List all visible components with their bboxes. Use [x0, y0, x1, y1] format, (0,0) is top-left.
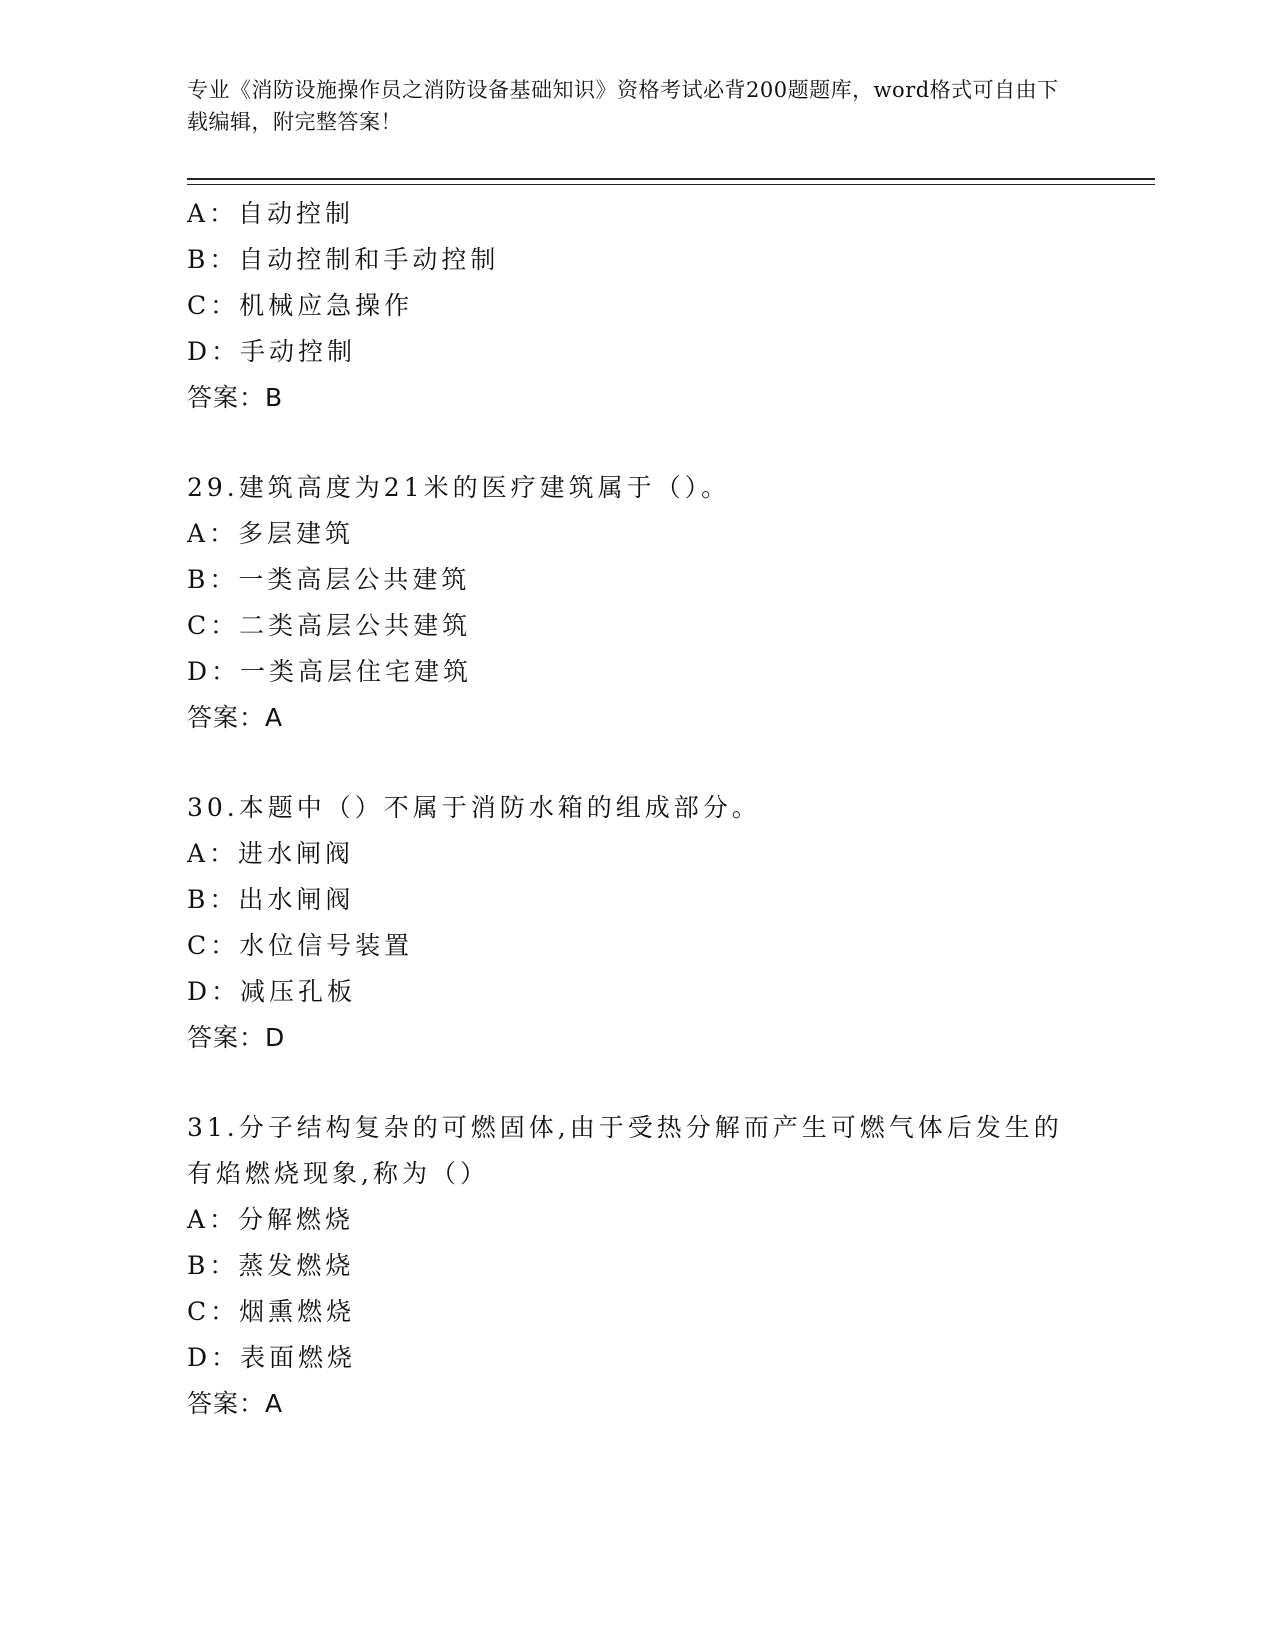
option-c: C：烟熏燃烧 — [187, 1297, 356, 1326]
option-c: C：水位信号装置 — [187, 931, 414, 960]
question-stem-line-1: 31.分子结构复杂的可燃固体,由于受热分解而产生可燃气体后发生的 — [187, 1113, 1063, 1142]
option-b: B：一类高层公共建筑 — [187, 565, 471, 594]
option-d: D：一类高层住宅建筑 — [187, 657, 473, 686]
answer: 答案：A — [187, 703, 284, 732]
question-stem-line-2: 有焰燃烧现象,称为（） — [187, 1159, 489, 1188]
question-stem: 29.建筑高度为21米的医疗建筑属于（）。 — [187, 473, 731, 502]
header-divider-thin — [187, 184, 1155, 185]
answer: 答案：A — [187, 1389, 284, 1418]
option-a: A：多层建筑 — [187, 519, 355, 548]
option-a: A：自动控制 — [187, 199, 355, 228]
answer: 答案：D — [187, 1023, 286, 1052]
document-header: 专业《消防设施操作员之消防设备基础知识》资格考试必背200题题库，word格式可自由下载编辑，附完整答案！ — [187, 78, 1059, 134]
header-divider-thick — [187, 178, 1155, 180]
option-b: B：自动控制和手动控制 — [187, 245, 500, 274]
question-31 — [187, 1105, 1087, 1427]
option-a: A：进水闸阀 — [187, 839, 355, 868]
question-stem: 30.本题中（）不属于消防水箱的组成部分。 — [187, 793, 761, 822]
question-29 — [187, 465, 1087, 741]
option-a: A：分解燃烧 — [187, 1205, 355, 1234]
question-list — [187, 191, 1087, 1427]
option-d: D：表面燃烧 — [187, 1343, 357, 1372]
option-c: C：二类高层公共建筑 — [187, 611, 472, 640]
question-30 — [187, 785, 1087, 1061]
option-c: C：机械应急操作 — [187, 291, 414, 320]
question-28 — [187, 191, 1087, 421]
option-d: D：手动控制 — [187, 337, 357, 366]
option-d: D：减压孔板 — [187, 977, 357, 1006]
option-b: B：出水闸阀 — [187, 885, 355, 914]
answer: 答案：B — [187, 383, 284, 412]
option-b: B：蒸发燃烧 — [187, 1251, 355, 1280]
